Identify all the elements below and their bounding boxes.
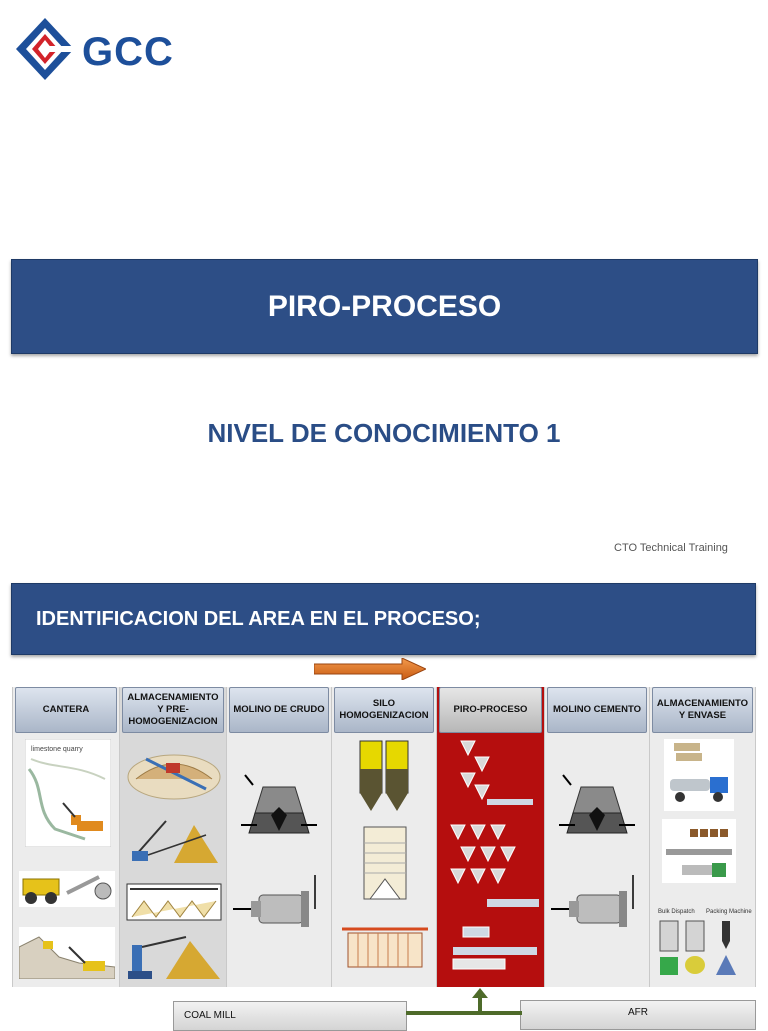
blending-silo-illustration bbox=[340, 925, 430, 971]
column-silo-homogenizacion bbox=[331, 687, 436, 987]
twin-silo-illustration bbox=[358, 739, 410, 813]
page-title: PIRO-PROCESO bbox=[267, 289, 502, 323]
footer-note: CTO Technical Training bbox=[614, 542, 728, 554]
flow-arrow-icon bbox=[314, 658, 426, 680]
column-header-silo: SILO HOMOGENIZACION bbox=[334, 687, 434, 733]
ball-mill-illustration bbox=[233, 875, 325, 939]
afr-box bbox=[520, 1000, 756, 1030]
column-molino-cemento bbox=[544, 687, 649, 987]
cement-ball-mill-illustration bbox=[551, 875, 643, 939]
gcc-logo-mark-icon bbox=[14, 16, 76, 82]
quarry-illustration bbox=[25, 739, 111, 847]
column-cantera bbox=[12, 687, 119, 987]
packing-line-illustration bbox=[662, 819, 736, 883]
column-almacenamiento-pre-homogenizacion bbox=[119, 687, 226, 987]
column-header-almacenamiento: ALMACENAMIENTO Y PRE-HOMOGENIZACION bbox=[122, 687, 224, 733]
dispatch-truck-illustration bbox=[664, 739, 734, 811]
column-molino-de-crudo bbox=[226, 687, 331, 987]
double-string-preheater-illustration bbox=[447, 823, 541, 913]
stacker-illustration bbox=[126, 815, 222, 865]
section-title-banner bbox=[11, 583, 756, 655]
gcc-logo bbox=[14, 16, 194, 86]
reclaimer-illustration bbox=[126, 931, 222, 981]
haul-truck-illustration bbox=[19, 871, 115, 907]
column-header-almacenamiento-envase: ALMACENAMIENTO Y ENVASE bbox=[652, 687, 753, 733]
subtitle: NIVEL DE CONOCIMIENTO 1 bbox=[207, 418, 561, 448]
bulk-dispatch-label: Bulk Dispatch bbox=[658, 909, 695, 915]
column-piro-proceso bbox=[436, 687, 544, 987]
column-almacenamiento-envase bbox=[649, 687, 756, 987]
storage-yard-illustration bbox=[126, 749, 222, 801]
vertical-mill-illustration bbox=[241, 773, 317, 843]
column-header-molino-crudo: MOLINO DE CRUDO bbox=[229, 687, 329, 733]
preheater-tower-illustration bbox=[451, 739, 537, 811]
column-header-cantera: CANTERA bbox=[15, 687, 117, 733]
packing-machine-label: Packing Machine bbox=[706, 909, 752, 915]
excavator-illustration bbox=[19, 927, 115, 979]
quarry-label: limestone quarry bbox=[31, 746, 83, 753]
coal-mill-label: COAL MILL bbox=[184, 1010, 236, 1021]
feed-arrow-icon bbox=[406, 986, 522, 1024]
cover-title-banner bbox=[11, 259, 758, 354]
cement-vertical-mill-illustration bbox=[559, 773, 635, 843]
logo-wordmark: GCC bbox=[82, 30, 174, 74]
homogenization-silo-illustration bbox=[362, 823, 408, 901]
column-header-piro-proceso: PIRO-PROCESO bbox=[439, 687, 542, 733]
afr-label: AFR bbox=[628, 1007, 648, 1018]
pre-homogenization-pile-illustration bbox=[126, 883, 222, 921]
section-title: IDENTIFICACION DEL AREA EN EL PROCESO; bbox=[36, 607, 481, 630]
bulk-dispatch-packing-illustration bbox=[656, 905, 752, 979]
kiln-cooler-illustration bbox=[447, 923, 541, 975]
column-header-molino-cemento: MOLINO CEMENTO bbox=[547, 687, 647, 733]
coal-mill-box bbox=[173, 1001, 407, 1031]
